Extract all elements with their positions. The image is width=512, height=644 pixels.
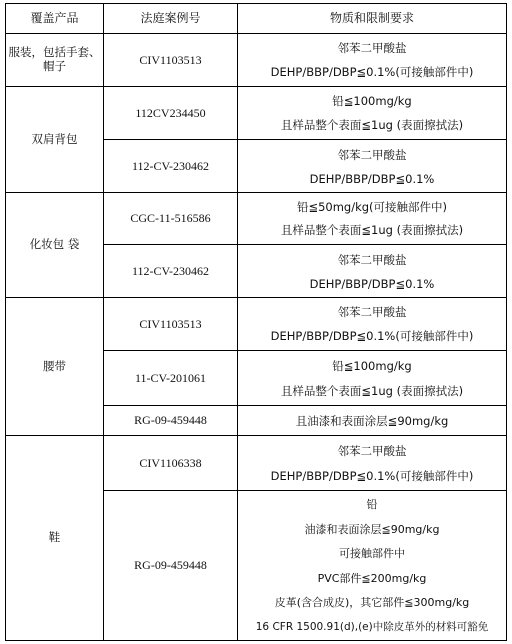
requirement-line: 邻苯二甲酸盐 (337, 305, 407, 319)
requirement-cell (238, 142, 506, 190)
requirement-line: 邻苯二甲酸盐 (337, 147, 407, 162)
product-cell: 化妆包 袋 (29, 237, 80, 252)
requirement-line: 邻苯二甲酸盐 (337, 41, 407, 55)
requirement-line: DEHP/BBP/DBP≦0.1% (309, 276, 435, 291)
requirement-line: 可接触部件中 (339, 547, 405, 561)
requirement-cell (238, 36, 506, 84)
case-number-cell: CIV1103513 (139, 52, 202, 67)
requirement-line: 铅≦50mg/kg(可接触部件中) (296, 199, 448, 214)
requirement-line: 铅≦100mg/kg (332, 358, 412, 373)
header-requirement: 物质和限制要求 (329, 11, 414, 26)
requirement-cell (238, 247, 506, 295)
requirement-cell (238, 492, 506, 638)
product-cell: 双肩背包 (31, 131, 78, 146)
requirement-line: 铅 (366, 498, 378, 512)
requirement-cell (238, 195, 506, 242)
requirement-line: 皮革(含合成皮)，其它部件≦300mg/kg (274, 596, 470, 610)
case-number-cell: CIV1106338 (139, 455, 202, 470)
requirement-line: DEHP/BBP/DBP≦0.1%(可接触部件中) (270, 65, 474, 79)
requirement-cell (238, 353, 506, 403)
requirement-line: DEHP/BBP/DBP≦0.1% (309, 171, 435, 186)
requirement-line: 邻苯二甲酸盐 (337, 443, 407, 458)
requirement-line: 铅≦100mg/kg (332, 94, 412, 108)
requirement-cell (238, 300, 506, 348)
case-number-cell: 112CV234450 (135, 105, 206, 120)
requirement-cell (238, 406, 506, 435)
case-number-cell: RG-09-459448 (134, 413, 207, 428)
requirement-line: DEHP/BBP/DBP≦0.1%(可接触部件中) (270, 329, 474, 343)
requirement-cell (238, 89, 506, 137)
requirement-line: 邻苯二甲酸盐 (337, 252, 407, 267)
case-number-cell: 11-CV-201061 (134, 370, 207, 385)
requirement-line: 且样品整个表面≦1ug (表面擦拭法) (280, 223, 464, 238)
product-cell: 腰带 (43, 358, 66, 373)
case-number-cell: CGC-11-516586 (130, 211, 211, 226)
requirement-line: 且样品整个表面≦1ug (表面擦拭法) (280, 118, 464, 132)
requirement-line: 油漆和表面涂层≦90mg/kg (304, 522, 440, 536)
requirement-line: 且油漆和表面涂层≦90mg/kg (295, 413, 449, 428)
requirement-cell (238, 438, 506, 488)
requirement-line: 且样品整个表面≦1ug (表面擦拭法) (280, 383, 464, 398)
header-case-number: 法庭案例号 (140, 11, 201, 26)
case-number-cell: CIV1103513 (139, 316, 202, 331)
product-cell: 鞋 (48, 530, 61, 545)
product-cell: 服装，包括手套、帽子 (8, 45, 101, 73)
requirement-line: DEHP/BBP/DBP≦0.1%(可接触部件中) (270, 468, 474, 483)
requirement-line: 16 CFR 1500.91(d),(e)中除皮革外的材料可豁免 (255, 620, 489, 633)
case-number-cell: 112-CV-230462 (131, 158, 210, 173)
header-product: 覆盖产品 (30, 11, 79, 26)
rule-bottom (5, 640, 506, 641)
case-number-cell: 112-CV-230462 (131, 263, 210, 278)
rule-right (506, 3, 507, 641)
case-number-cell: RG-09-459448 (134, 558, 207, 573)
requirement-line: PVC部件≦200mg/kg (317, 571, 427, 585)
